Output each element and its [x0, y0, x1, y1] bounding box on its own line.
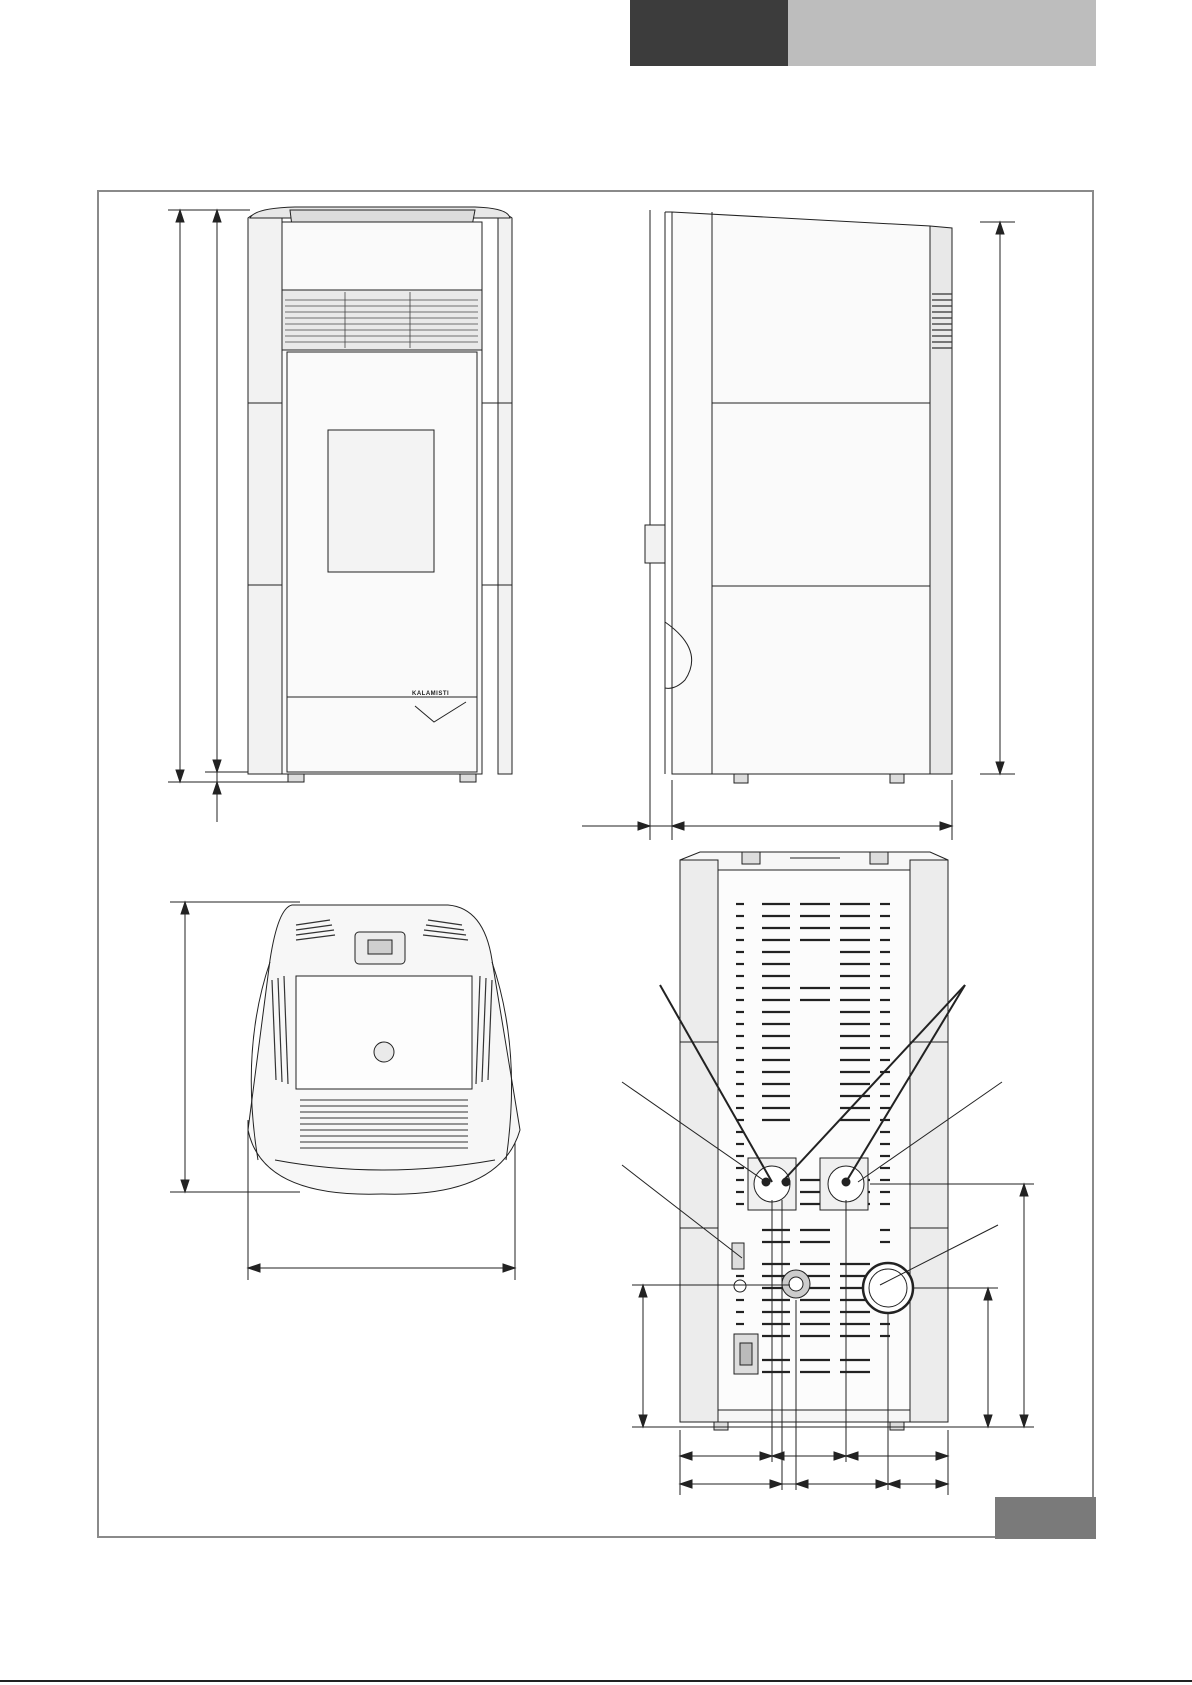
front-brand-label: KALAMISTI [412, 691, 450, 697]
rear-view [622, 852, 1034, 1495]
top-view [170, 902, 520, 1280]
front-view [168, 207, 512, 822]
side-view [582, 210, 1015, 840]
